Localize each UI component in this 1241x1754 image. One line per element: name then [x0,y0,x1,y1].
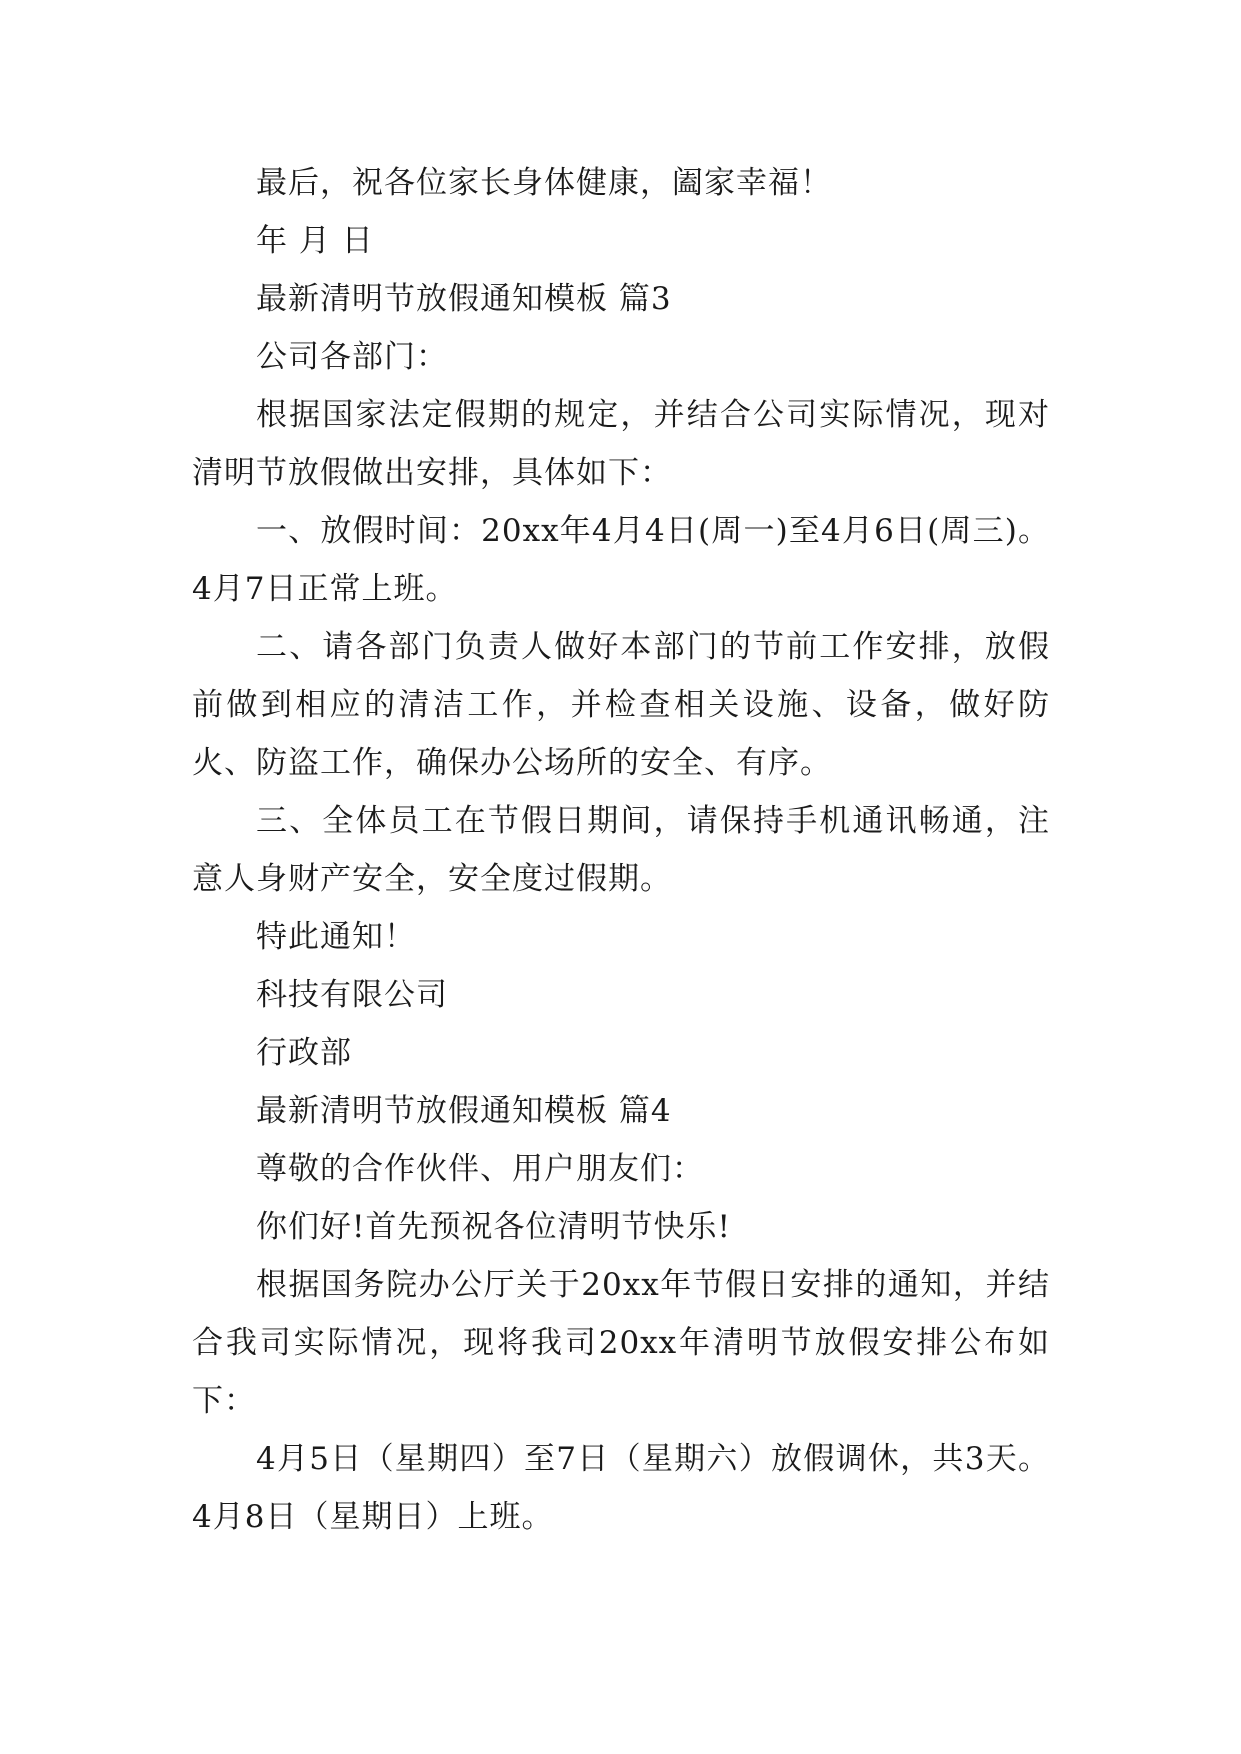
document-body [192,154,1050,1546]
intro-paragraph: 根据国家法定假期的规定，并结合公司实际情况，现对清明节放假做出安排，具体如下： [192,397,1050,491]
salutation-partners: 尊敬的合作伙伴、用户朋友们： [256,1151,704,1187]
announcement-paragraph: 根据国务院办公厅关于20xx年节假日安排的通知，并结合我司实际情况，现将我司20xx年清明节放假安排公布如下： [192,1267,1050,1419]
item-department-duties: 二、请各部门负责人做好本部门的节前工作安排，放假前做到相应的清洁工作，并检查相关设施、设备，做好防火、防盗工作，确保办公场所的安全、有序。 [192,629,1050,781]
signature-company: 科技有限公司 [256,977,448,1013]
closing-wish: 最后，祝各位家长身体健康，阖家幸福！ [256,165,832,201]
signature-department: 行政部 [256,1035,352,1071]
section-title-4: 最新清明节放假通知模板 篇4 [256,1093,672,1129]
schedule-paragraph: 4月5日（星期四）至7日（星期六）放假调休，共3天。4月8日（星期日）上班。 [192,1441,1050,1535]
salutation-departments: 公司各部门： [256,339,448,375]
section-title-3: 最新清明节放假通知模板 篇3 [256,281,672,317]
date-line: 年 月 日 [256,223,374,259]
item-holiday-time: 一、放假时间：20xx年4月4日(周一)至4月6日(周三)。4月7日正常上班。 [192,513,1050,607]
greeting: 你们好!首先预祝各位清明节快乐! [256,1209,731,1245]
notice-ending: 特此通知！ [256,919,416,955]
item-staff-safety: 三、全体员工在节假日期间，请保持手机通讯畅通，注意人身财产安全，安全度过假期。 [192,803,1050,897]
